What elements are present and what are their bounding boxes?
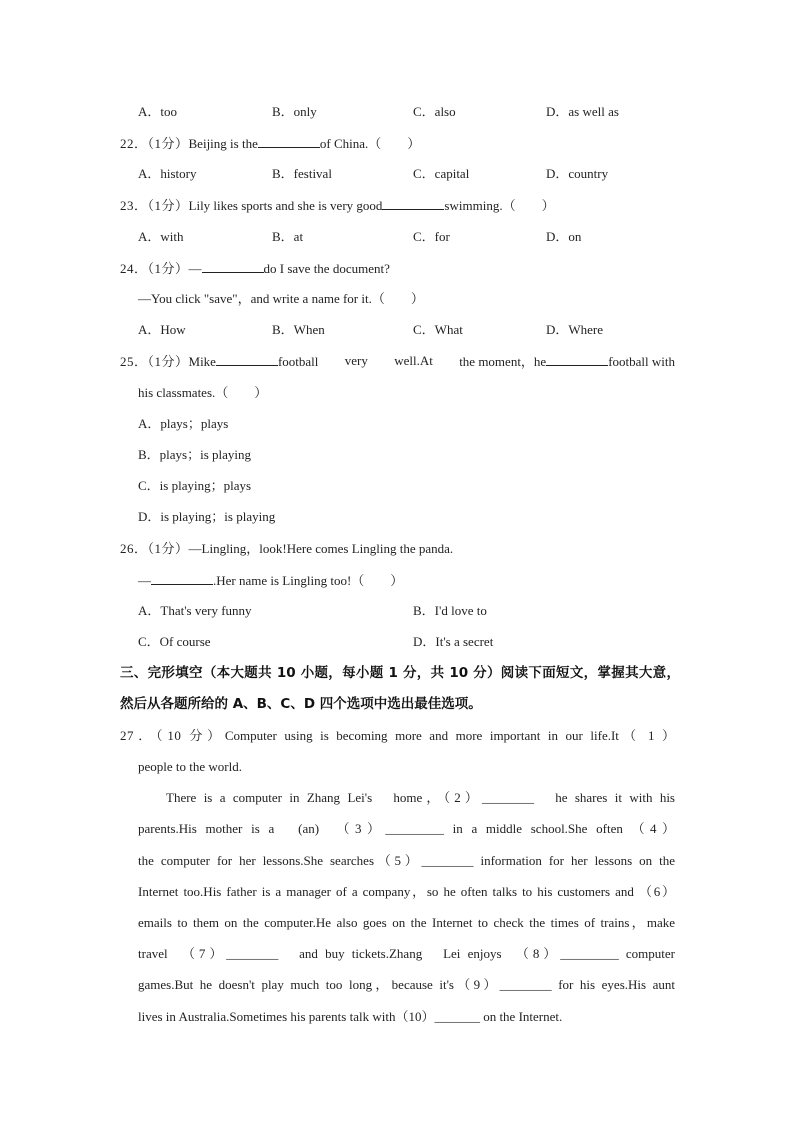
q21-option-c: C．also: [413, 104, 456, 119]
q24-line2: —You click "save"，and write a name for it.（ ）: [138, 291, 424, 306]
q23-option-c: C．for: [413, 229, 450, 244]
q21-option-d: D．as well as: [546, 104, 619, 119]
q24-number: 24．（1分）: [120, 261, 189, 276]
q24-options: [0, 322, 794, 338]
q26-option-a: A．That's very funny: [138, 603, 252, 618]
q27-passage-line1: There is a computer in Zhang Lei's home，（2）________ he shares it with his: [166, 790, 675, 805]
q25-blank-2: [546, 353, 608, 366]
section3-title-line1: 三、完形填空（本大题共 10 小题，每小题 1 分，共 10 分）阅读下面短文，掌握其大意，: [120, 665, 680, 681]
q22-text-after: of China.（ ）: [319, 136, 421, 151]
q22-options: [0, 166, 794, 182]
q23-options: [0, 229, 794, 245]
q25-text-d: well.At: [394, 353, 433, 368]
q25-blank-1: [216, 353, 278, 366]
q26-line1: —Lingling，look!Here comes Lingling the panda.: [188, 541, 454, 556]
q27-passage-line3: the computer for her lessons.She searches（5）________ information for her lessons on the: [138, 853, 675, 868]
q26-line2-before: —: [138, 573, 151, 588]
q25-text-e: the moment，he: [459, 354, 547, 369]
q26-option-b: B．I'd love to: [413, 603, 487, 618]
q22-option-a: A．history: [138, 166, 197, 181]
q25-number: 25．（1分）: [120, 354, 189, 369]
q25-text-c: very: [344, 353, 368, 368]
q22-option-c: C．capital: [413, 166, 470, 181]
q24-stem: [120, 260, 390, 277]
q27-passage-line5: emails to them on the computer.He also goes on the Internet to check the times of trains，make: [138, 915, 675, 930]
q26-number: 26．（1分）: [120, 541, 189, 556]
q27-number: 27．（10 分）: [120, 728, 225, 743]
q25-option-b: B．plays；is playing: [138, 447, 252, 462]
q25-option-a: A．plays；plays: [138, 416, 229, 431]
q25-option-c: C．is playing；plays: [138, 478, 252, 493]
q22-option-d: D．country: [546, 166, 609, 181]
q23-option-a: A．with: [138, 229, 184, 244]
q24-option-b: B．When: [272, 322, 325, 337]
q26-option-d: D．It's a secret: [413, 634, 494, 649]
q23-stem: [120, 197, 555, 214]
q26-line2: [138, 572, 403, 589]
section3-title-line2: 然后从各题所给的 A、B、C、D 四个选项中选出最佳选项。: [120, 696, 482, 712]
q25-option-d: D．is playing；is playing: [138, 509, 276, 524]
q26-line2-after: .Her name is Lingling too!（ ）: [213, 573, 404, 588]
q27-passage-line7: games.But he doesn't play much too long，because it's（9）________ for his eyes.His aunt: [138, 977, 675, 992]
q27-passage-line2: parents.His mother is a (an) （3）_________ in a middle school.She often （4）: [138, 821, 675, 836]
q22-number: 22．（1分）: [120, 136, 189, 151]
q22-option-b: B．festival: [272, 166, 332, 181]
q27-passage-line8: lives in Australia.Sometimes his parents talk with（10）_______ on the Internet.: [138, 1009, 563, 1024]
q24-option-c: C．What: [413, 322, 463, 337]
q23-text-before: Lily likes sports and she is very good: [188, 198, 383, 213]
q24-text-after: do I save the document?: [263, 261, 390, 276]
q26-stem: [120, 541, 453, 557]
q23-blank: [382, 197, 444, 210]
q21-option-a: A．too: [138, 104, 178, 119]
q23-option-b: B．at: [272, 229, 304, 244]
q27-intro-line1: [120, 728, 675, 744]
q27-intro-text: Computer using is becoming more and more important in our life.It（ 1 ）: [224, 728, 675, 743]
q27-passage-line6: travel （7）________ and buy tickets.Zhang Lei enjoys （8）_________ computer: [138, 946, 675, 961]
q21-options: [0, 104, 794, 120]
q21-option-b: B．only: [272, 104, 317, 119]
q26-option-c: C．Of course: [138, 634, 211, 649]
q25-line2: his classmates.（ ）: [138, 385, 268, 400]
q25-text-b: football: [277, 354, 319, 369]
q22-stem: [120, 135, 420, 152]
q26-blank: [151, 572, 213, 585]
q22-text-before: Beijing is the: [188, 136, 258, 151]
q25-text-f: football with: [608, 354, 675, 369]
q24-blank: [202, 260, 264, 273]
q24-option-d: D．Where: [546, 322, 604, 337]
q27-intro-line2: people to the world.: [138, 759, 242, 774]
q25-stem: [120, 353, 675, 370]
q23-number: 23．（1分）: [120, 198, 189, 213]
q26-options-row1: [0, 603, 794, 619]
q22-blank: [258, 135, 320, 148]
q24-option-a: A．How: [138, 322, 186, 337]
q23-option-d: D．on: [546, 229, 582, 244]
q23-text-after: swimming.（ ）: [444, 198, 555, 213]
q24-text-before: —: [188, 261, 202, 276]
q27-passage-line4: Internet too.His father is a manager of a company，so he often talks to his customers and （6）: [138, 884, 675, 899]
q25-text-a: Mike: [188, 354, 216, 369]
q26-options-row2: [0, 634, 794, 650]
